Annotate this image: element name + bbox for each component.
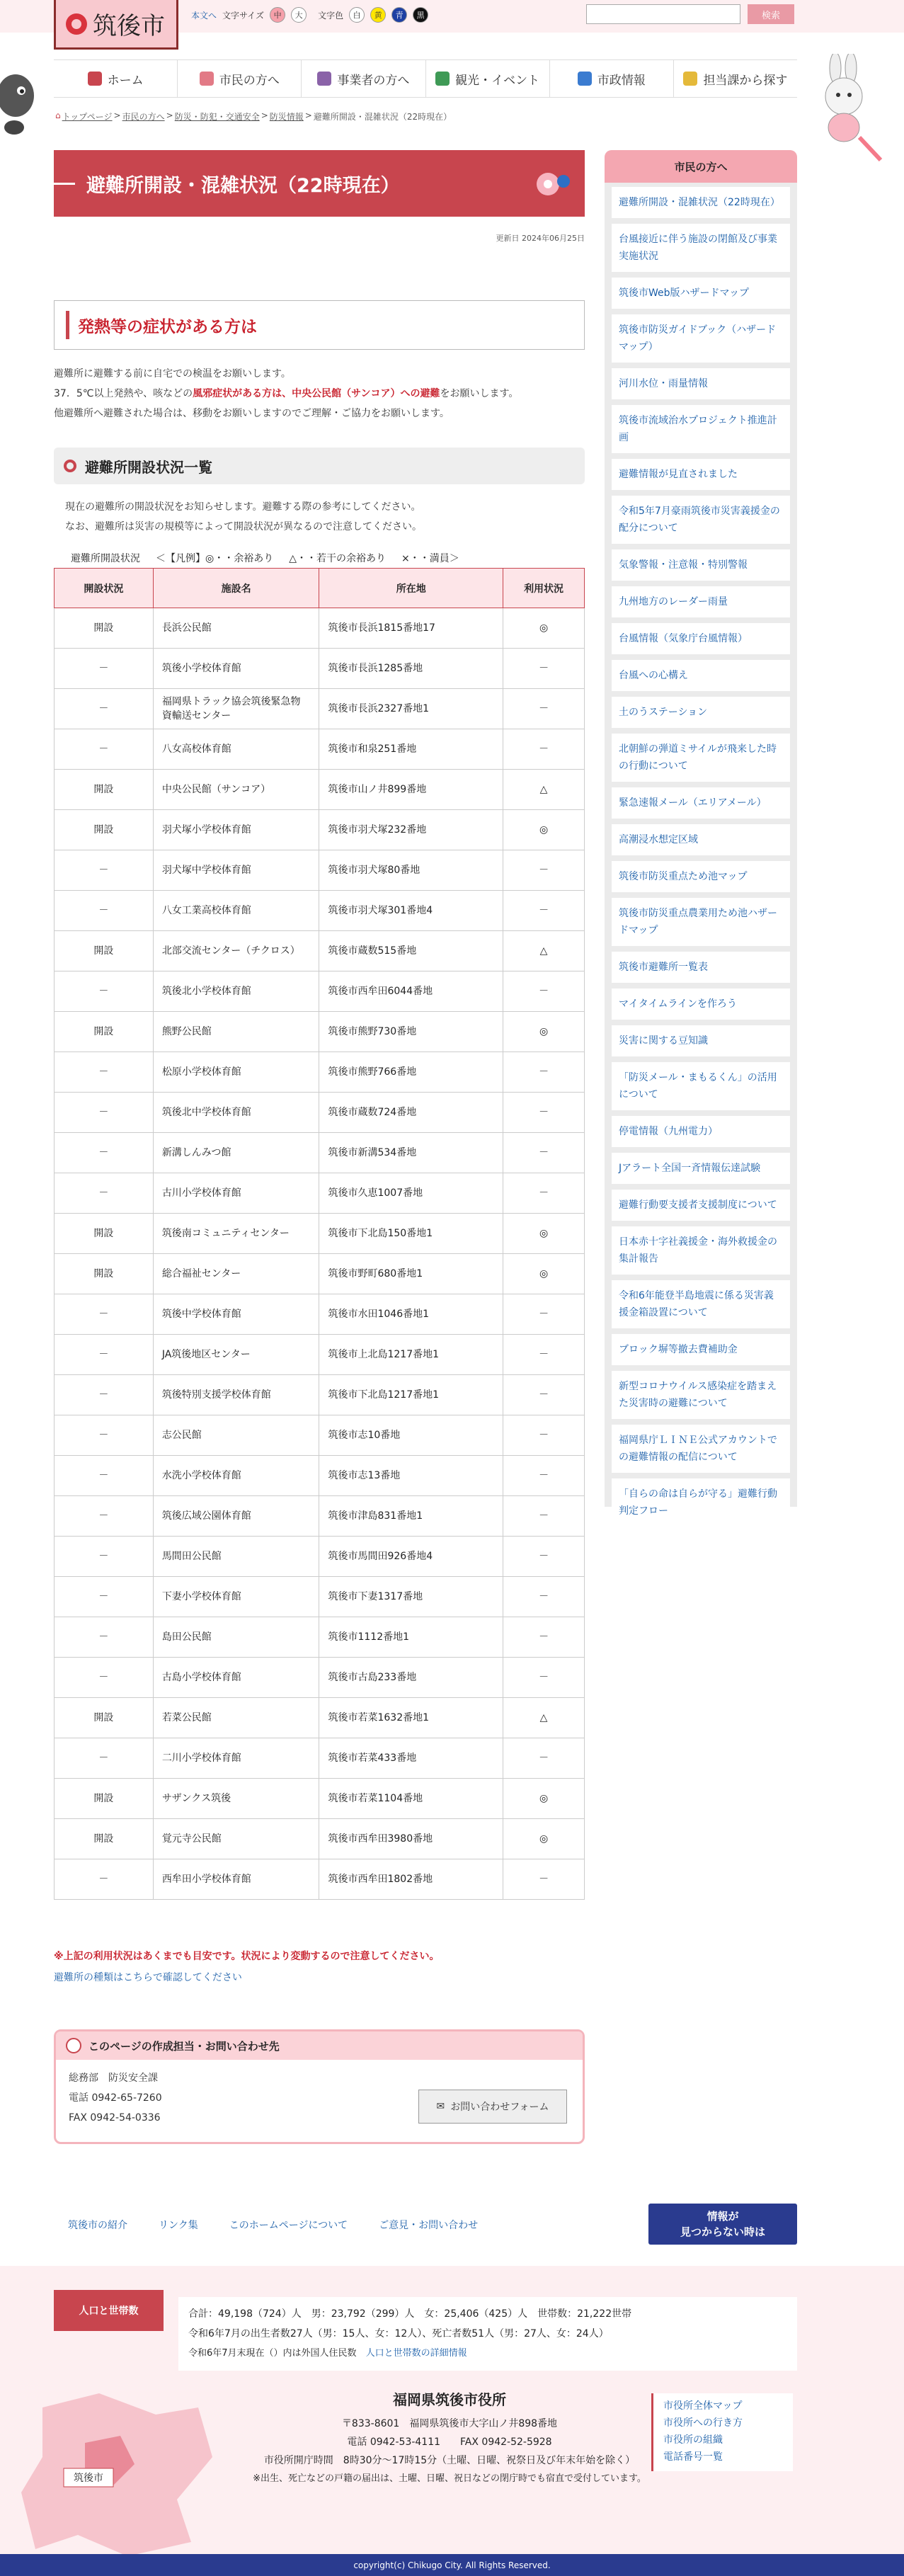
- contact-header: [56, 2031, 583, 2060]
- address-cell: 筑後市下北島1217番地1: [319, 1375, 503, 1415]
- color-black-button[interactable]: 黒: [413, 7, 428, 23]
- copyright: copyright(c) Chikugo City. All Rights Reserved.: [0, 2554, 904, 2576]
- table-row: [55, 931, 585, 971]
- address-cell: 筑後市1112番地1: [319, 1617, 503, 1658]
- sidebar-item[interactable]: 筑後市防災重点ため池マップ: [612, 861, 790, 892]
- table-row: [55, 1173, 585, 1214]
- usage-status-cell: －: [503, 1577, 585, 1617]
- open-status-cell: －: [55, 1173, 154, 1214]
- ring-icon: [64, 460, 76, 472]
- open-status-cell: 開設: [55, 810, 154, 850]
- address-cell: 筑後市下北島150番地1: [319, 1214, 503, 1254]
- open-status-cell: －: [55, 1294, 154, 1335]
- sidebar-item[interactable]: 避難情報が見直されました: [612, 459, 790, 490]
- usage-status-cell: △: [503, 931, 585, 971]
- address-cell: 筑後市若菜433番地: [319, 1738, 503, 1779]
- sidebar-item[interactable]: 令和5年7月豪雨筑後市災害義援金の配分について: [612, 496, 790, 544]
- facility-name-cell: 筑後北小学校体育館: [153, 971, 319, 1012]
- address-cell: 筑後市野町680番地1: [319, 1254, 503, 1294]
- facility-name-cell: 筑後特別支援学校体育館: [153, 1375, 319, 1415]
- sidebar-item[interactable]: 筑後市流域治水プロジェクト推進計画: [612, 405, 790, 453]
- phone-icon: [66, 2038, 81, 2053]
- city-emblem-icon: [66, 13, 87, 35]
- sidebar-item[interactable]: マイタイムラインを作ろう: [612, 988, 790, 1020]
- table-row: [55, 1456, 585, 1496]
- table-row: [55, 1698, 585, 1738]
- facility-name-cell: 新溝しんみつ館: [153, 1133, 319, 1173]
- facility-name-cell: 若菜公民館: [153, 1698, 319, 1738]
- address-cell: 筑後市新溝534番地: [319, 1133, 503, 1173]
- open-status-cell: 開設: [55, 1779, 154, 1819]
- circle-icon: [578, 72, 592, 86]
- open-status-cell: －: [55, 1375, 154, 1415]
- usage-status-cell: －: [503, 1456, 585, 1496]
- open-status-cell: －: [55, 891, 154, 931]
- usage-status-cell: －: [503, 1093, 585, 1133]
- font-size-large-button[interactable]: 大: [291, 7, 307, 23]
- population-label: 人口と世帯数: [54, 2290, 164, 2331]
- shelter-list-heading-box: [54, 448, 585, 484]
- usage-status-cell: －: [503, 850, 585, 891]
- building-icon: [683, 72, 697, 86]
- address-cell: 筑後市古島233番地: [319, 1658, 503, 1698]
- open-status-cell: 開設: [55, 1214, 154, 1254]
- text-color-label: 文字色: [318, 10, 344, 21]
- fever-line: 他避難所へ避難された場合は、移動をお願いしますのでご理解・ご協力をお願いします。: [54, 408, 450, 419]
- fever-line: 37．5℃以上発熱や、咳などの風邪症状がある方は、中央公民館（サンコア）への避難をお願いします。: [54, 388, 519, 399]
- breadcrumb-current: 避難所開設・混雑状況（22時現在）: [313, 112, 452, 122]
- facility-name-cell: 筑後南コミュニティセンター: [153, 1214, 319, 1254]
- open-status-cell: 開設: [55, 770, 154, 810]
- color-yellow-button[interactable]: 黄: [370, 7, 386, 23]
- column-header: 利用状況: [503, 569, 585, 608]
- facility-name-cell: 古島小学校体育館: [153, 1658, 319, 1698]
- table-row: [55, 770, 585, 810]
- sidebar-item[interactable]: 気象警報・注意報・特別警報: [612, 549, 790, 581]
- home-icon: [88, 72, 102, 86]
- usage-status-cell: －: [503, 689, 585, 729]
- footer-links: [68, 2218, 478, 2232]
- table-row: [55, 1658, 585, 1698]
- usage-status-cell: ◎: [503, 810, 585, 850]
- skip-to-main-link[interactable]: 本文へ: [191, 10, 217, 21]
- usage-status-cell: －: [503, 1738, 585, 1779]
- office-hours-note: ※出生、死亡などの戸籍の届出は、土曜、日曜、祝日などの閉庁時でも宿直で受付しています。: [253, 2473, 646, 2484]
- table-row: [55, 810, 585, 850]
- office-links: [651, 2393, 793, 2471]
- facility-name-cell: 筑後広域公園体育館: [153, 1496, 319, 1537]
- nav-home[interactable]: ホーム: [54, 60, 178, 97]
- open-status-cell: －: [55, 971, 154, 1012]
- address-cell: 筑後市西牟田1802番地: [319, 1859, 503, 1900]
- contact-box: [54, 2029, 585, 2144]
- usage-status-cell: －: [503, 1617, 585, 1658]
- heart-icon: [435, 72, 450, 86]
- open-status-cell: －: [55, 1456, 154, 1496]
- facility-name-cell: 島田公民館: [153, 1617, 319, 1658]
- open-status-cell: 開設: [55, 1012, 154, 1052]
- sidebar-item[interactable]: 九州地方のレーダー雨量: [612, 586, 790, 617]
- flower-icon: [530, 167, 572, 200]
- breadcrumb: ⌂ トップページ > 市民の方へ > 防災・防犯・交通安全 > 防災情報 > 避難所開設・混雑状況（22時現在）: [55, 110, 452, 122]
- color-white-button[interactable]: 白: [349, 7, 365, 23]
- open-status-cell: －: [55, 850, 154, 891]
- open-status-cell: 開設: [55, 1254, 154, 1294]
- footer-link[interactable]: ご意見・お問い合わせ: [379, 2220, 479, 2231]
- facility-name-cell: 羽犬塚小学校体育館: [153, 810, 319, 850]
- facility-name-cell: 筑後小学校体育館: [153, 649, 319, 689]
- address-cell: 筑後市志13番地: [319, 1456, 503, 1496]
- office-phone: 電話 0942-53-4111 FAX 0942-52-5928: [347, 2437, 552, 2448]
- office-name: 福岡県筑後市役所: [393, 2391, 506, 2408]
- column-header: 所在地: [319, 569, 503, 608]
- nav-city-info[interactable]: 市政情報: [550, 60, 674, 97]
- population-box: [178, 2297, 797, 2371]
- usage-status-cell: －: [503, 1294, 585, 1335]
- sidebar-item[interactable]: 台風情報（気象庁台風情報）: [612, 623, 790, 654]
- footer-link[interactable]: このホームページについて: [229, 2220, 348, 2231]
- table-row: [55, 1738, 585, 1779]
- address-cell: 筑後市蔵数724番地: [319, 1093, 503, 1133]
- facility-name-cell: 古川小学校体育館: [153, 1173, 319, 1214]
- mail-icon: ✉: [436, 2101, 445, 2112]
- global-nav: [54, 59, 797, 98]
- facility-name-cell: 熊野公民館: [153, 1012, 319, 1052]
- address-cell: 筑後市上北島1217番地1: [319, 1335, 503, 1375]
- fever-heading: 発熱等の症状がある方は: [78, 317, 257, 336]
- breadcrumb-link[interactable]: 防災・防犯・交通安全: [174, 112, 260, 122]
- shelter-notice: 現在の避難所の開設状況をお知らせします。避難する際の参考にしてください。 なお、避難所は災害の規模等によって開設状況が異なるので注意してください。: [65, 501, 422, 532]
- address-cell: 筑後市水田1046番地1: [319, 1294, 503, 1335]
- table-row: [55, 1375, 585, 1415]
- breadcrumb-link[interactable]: トップページ: [62, 112, 113, 122]
- table-row: [55, 1779, 585, 1819]
- usage-status-cell: －: [503, 1375, 585, 1415]
- address-cell: 筑後市長浜1285番地: [319, 649, 503, 689]
- population-text: 合計：49,198（724）人 男：23,792（299）人 女：25,406（425）人 世帯数：21,222世帯: [188, 2308, 632, 2320]
- usage-status-cell: －: [503, 971, 585, 1012]
- font-size-label: 文字サイズ: [222, 10, 265, 21]
- color-blue-button[interactable]: 青: [391, 7, 407, 23]
- table-row: [55, 1617, 585, 1658]
- sidebar-item[interactable]: 停電情報（九州電力）: [612, 1116, 790, 1147]
- facility-name-cell: 水洗小学校体育館: [153, 1456, 319, 1496]
- usage-status-cell: －: [503, 1415, 585, 1456]
- table-row: [55, 1335, 585, 1375]
- open-status-cell: 開設: [55, 608, 154, 649]
- footer-link[interactable]: 筑後市の紹介: [68, 2220, 127, 2231]
- sidebar-item[interactable]: 筑後市防災重点農業用ため池ハザードマップ: [612, 898, 790, 946]
- facility-name-cell: 馬間田公民館: [153, 1537, 319, 1577]
- briefcase-icon: [317, 72, 331, 86]
- office-link[interactable]: 市役所への行き方: [663, 2417, 743, 2429]
- open-status-cell: －: [55, 1415, 154, 1456]
- sidebar-item[interactable]: 「防災メール・まもるくん」の活用について: [612, 1062, 790, 1110]
- usage-status-cell: ◎: [503, 1012, 585, 1052]
- usage-status-cell: －: [503, 1537, 585, 1577]
- usage-status-cell: ◎: [503, 1779, 585, 1819]
- usage-status-cell: △: [503, 1698, 585, 1738]
- sidebar-item[interactable]: 河川水位・雨量情報: [612, 368, 790, 399]
- map-label: 筑後市: [74, 2473, 103, 2484]
- table-row: [55, 689, 585, 729]
- facility-name-cell: 福岡県トラック協会筑後緊急物資輸送センター: [153, 689, 319, 729]
- usage-status-cell: －: [503, 729, 585, 770]
- facility-name-cell: 八女工業高校体育館: [153, 891, 319, 931]
- fever-heading-box: [54, 300, 585, 350]
- usage-status-cell: －: [503, 1496, 585, 1537]
- table-row: [55, 1254, 585, 1294]
- table-row: [55, 1819, 585, 1859]
- facility-name-cell: 筑後中学校体育館: [153, 1294, 319, 1335]
- updated-date: 更新日 2024年06月25日: [496, 234, 585, 243]
- not-found-button[interactable]: 情報が 見つからない時は: [648, 2204, 797, 2245]
- sidebar-item[interactable]: 避難行動要支援者支援制度について: [612, 1190, 790, 1221]
- sidebar-item[interactable]: Jアラート全国一斉情報伝達試験: [612, 1153, 790, 1184]
- address-cell: 筑後市馬間田926番地4: [319, 1537, 503, 1577]
- mascot-left-icon: [0, 57, 42, 142]
- utility-links: [191, 7, 428, 23]
- address-cell: 筑後市和泉251番地: [319, 729, 503, 770]
- usage-status-cell: －: [503, 649, 585, 689]
- open-status-cell: －: [55, 729, 154, 770]
- nav-tourism[interactable]: 観光・イベント: [426, 60, 550, 97]
- table-row: [55, 1537, 585, 1577]
- facility-name-cell: 西牟田小学校体育館: [153, 1859, 319, 1900]
- usage-status-cell: －: [503, 1173, 585, 1214]
- open-status-cell: －: [55, 1496, 154, 1537]
- open-status-cell: －: [55, 1052, 154, 1093]
- open-status-cell: 開設: [55, 931, 154, 971]
- contact-fax: FAX 0942-54-0336: [69, 2112, 161, 2124]
- address-cell: 筑後市蔵数515番地: [319, 931, 503, 971]
- search-input[interactable]: [586, 4, 740, 24]
- contact-tel: 電話 0942-65-7260: [69, 2092, 162, 2104]
- facility-name-cell: 二川小学校体育館: [153, 1738, 319, 1779]
- table-row: [55, 649, 585, 689]
- mascot-right-icon: [807, 54, 885, 167]
- population-detail-link[interactable]: 人口と世帯数の詳細情報: [365, 2348, 467, 2359]
- facility-name-cell: 八女高校体育館: [153, 729, 319, 770]
- title-bar: [54, 150, 585, 217]
- sidebar-item[interactable]: 令和6年能登半島地震に係る災害義援金箱設置について: [612, 1280, 790, 1328]
- table-row: [55, 891, 585, 931]
- usage-status-cell: －: [503, 1133, 585, 1173]
- open-status-cell: －: [55, 1859, 154, 1900]
- site-logo[interactable]: [54, 0, 178, 50]
- address-cell: 筑後市志10番地: [319, 1415, 503, 1456]
- open-status-cell: －: [55, 1133, 154, 1173]
- table-row: [55, 850, 585, 891]
- table-row: [55, 729, 585, 770]
- nav-departments[interactable]: 担当課から探す: [674, 60, 797, 97]
- facility-name-cell: 志公民館: [153, 1415, 319, 1456]
- address-cell: 筑後市津島831番地1: [319, 1496, 503, 1537]
- home-icon: ⌂: [55, 110, 61, 120]
- births-text: 令和6年7月の出生者数27人（男：15人、女：12人）、死亡者数51人（男：27人、女：24人）: [188, 2328, 609, 2340]
- address-cell: 筑後市西牟田6044番地: [319, 971, 503, 1012]
- address-cell: 筑後市下妻1317番地: [319, 1577, 503, 1617]
- address-cell: 筑後市西牟田3980番地: [319, 1819, 503, 1859]
- address-cell: 筑後市羽犬塚232番地: [319, 810, 503, 850]
- table-row: [55, 971, 585, 1012]
- facility-name-cell: 中央公民館（サンコア）: [153, 770, 319, 810]
- sidebar-item[interactable]: 災害に関する豆知識: [612, 1025, 790, 1056]
- usage-status-cell: －: [503, 1052, 585, 1093]
- sidebar-item[interactable]: 筑後市避難所一覧表: [612, 952, 790, 983]
- nav-citizens[interactable]: 市民の方へ: [178, 60, 302, 97]
- sidebar-list: [605, 183, 797, 1537]
- open-status-cell: 開設: [55, 1698, 154, 1738]
- usage-status-cell: －: [503, 1658, 585, 1698]
- sidebar-item[interactable]: 北朝鮮の弾道ミサイルが飛来した時の行動について: [612, 734, 790, 782]
- sidebar-item[interactable]: 台風への心構え: [612, 660, 790, 691]
- city-name: 筑後市: [93, 12, 165, 40]
- open-status-cell: 開設: [55, 1819, 154, 1859]
- sidebar-item[interactable]: ブロック塀等撤去費補助金: [612, 1334, 790, 1365]
- office-hours: 市役所開庁時間 8時30分～17時15分（土曜、日曜、祝祭日及び年末年始を除く）: [263, 2455, 636, 2466]
- table-row: [55, 1093, 585, 1133]
- facility-name-cell: 覚元寺公民館: [153, 1819, 319, 1859]
- office-link[interactable]: 市役所全体マップ: [663, 2400, 743, 2412]
- facility-name-cell: 北部交流センター（チクロス）: [153, 931, 319, 971]
- breadcrumb-link[interactable]: 市民の方へ: [122, 112, 165, 122]
- sidebar-item[interactable]: 筑後市Web版ハザードマップ: [612, 278, 790, 309]
- usage-status-cell: －: [503, 1335, 585, 1375]
- table-row: [55, 608, 585, 649]
- footer-link[interactable]: リンク集: [159, 2220, 198, 2231]
- table-row: [55, 1133, 585, 1173]
- sidebar-item[interactable]: 高潮浸水想定区域: [612, 824, 790, 855]
- usage-status-cell: －: [503, 1859, 585, 1900]
- sidebar-item[interactable]: 台風接近に伴う施設の閉館及び事業実施状況: [612, 224, 790, 272]
- table-row: [55, 1294, 585, 1335]
- address-cell: 筑後市若菜1632番地1: [319, 1698, 503, 1738]
- sidebar-item[interactable]: 筑後市防災ガイドブック（ハザードマップ）: [612, 314, 790, 363]
- population-note: 令和6年7月末現在（）内は外国人住民数: [188, 2348, 357, 2359]
- open-status-cell: －: [55, 689, 154, 729]
- open-status-cell: －: [55, 1738, 154, 1779]
- open-status-cell: －: [55, 1658, 154, 1698]
- search-button[interactable]: 検索: [748, 4, 794, 24]
- shelter-table: [54, 568, 585, 1900]
- fever-text: [54, 364, 599, 423]
- office-info: [177, 2390, 722, 2488]
- sidebar-item[interactable]: 「自らの命は自らが守る」避難行動判定フロー: [612, 1478, 790, 1527]
- facility-name-cell: 総合福祉センター: [153, 1254, 319, 1294]
- table-row: [55, 1052, 585, 1093]
- footer-area: [0, 2266, 904, 2576]
- office-link[interactable]: 市役所の組織: [663, 2434, 723, 2446]
- open-status-cell: －: [55, 649, 154, 689]
- open-status-cell: －: [55, 1617, 154, 1658]
- facility-name-cell: サザンクス筑後: [153, 1779, 319, 1819]
- address-cell: 筑後市熊野766番地: [319, 1052, 503, 1093]
- usage-note: ※上記の利用状況はあくまでも目安です。状況により変動するので注意してください。: [54, 1951, 440, 1962]
- usage-status-cell: －: [503, 891, 585, 931]
- address-cell: 筑後市山ノ井899番地: [319, 770, 503, 810]
- sidebar-title: 市民の方へ: [605, 150, 797, 183]
- address-cell: 筑後市熊野730番地: [319, 1012, 503, 1052]
- inquiry-form-button[interactable]: ✉ お問い合わせフォーム: [418, 2090, 567, 2124]
- address-cell: 筑後市羽犬塚80番地: [319, 850, 503, 891]
- usage-status-cell: ◎: [503, 1254, 585, 1294]
- sidebar: [605, 150, 797, 1517]
- contact-dept: 総務部 防災安全課: [69, 2073, 158, 2084]
- column-header: 施設名: [153, 569, 319, 608]
- office-address: 〒833-8601 福岡県筑後市大字山ノ井898番地: [341, 2418, 558, 2429]
- office-link[interactable]: 電話番号一覧: [663, 2451, 723, 2463]
- shelter-type-link[interactable]: 避難所の種類はこちらで確認してください: [54, 1972, 242, 1983]
- open-status-cell: －: [55, 1577, 154, 1617]
- facility-name-cell: 長浜公民館: [153, 608, 319, 649]
- facility-name-cell: 下妻小学校体育館: [153, 1577, 319, 1617]
- table-row: [55, 1012, 585, 1052]
- usage-status-cell: ◎: [503, 608, 585, 649]
- sidebar-item[interactable]: 福岡県庁ＬＩＮＥ公式アカウントでの避難情報の配信について: [612, 1425, 790, 1473]
- breadcrumb-link[interactable]: 防災情報: [269, 112, 304, 122]
- sidebar-item[interactable]: 緊急速報メール（エリアメール）: [612, 787, 790, 819]
- usage-status-cell: △: [503, 770, 585, 810]
- sidebar-item[interactable]: 日本赤十字社義援金・海外救援金の集計報告: [612, 1226, 790, 1275]
- shelter-list-heading: 避難所開設状況一覧: [85, 458, 212, 476]
- facility-name-cell: 羽犬塚中学校体育館: [153, 850, 319, 891]
- sidebar-item[interactable]: 新型コロナウイルス感染症を踏まえた災害時の避難について: [612, 1371, 790, 1419]
- page-title: 避難所開設・混雑状況（22時現在）: [86, 174, 400, 197]
- address-cell: 筑後市長浜2327番地1: [319, 689, 503, 729]
- address-cell: 筑後市長浜1815番地17: [319, 608, 503, 649]
- sidebar-item[interactable]: 避難所開設・混雑状況（22時現在）: [612, 187, 790, 218]
- facility-name-cell: 松原小学校体育館: [153, 1052, 319, 1093]
- column-header: 開設状況: [55, 569, 154, 608]
- table-legend: 避難所開設状況 ＜【凡例】◎・・余裕あり △・・若干の余裕あり ×・・満員＞: [71, 553, 459, 564]
- table-row: [55, 1415, 585, 1456]
- address-cell: 筑後市久恵1007番地: [319, 1173, 503, 1214]
- table-row: [55, 1859, 585, 1900]
- sidebar-item[interactable]: 土のうステーション: [612, 697, 790, 728]
- address-cell: 筑後市羽犬塚301番地4: [319, 891, 503, 931]
- table-row: [55, 1577, 585, 1617]
- font-size-medium-button[interactable]: 中: [270, 7, 285, 23]
- open-status-cell: －: [55, 1093, 154, 1133]
- usage-status-cell: ◎: [503, 1819, 585, 1859]
- table-row: [55, 1496, 585, 1537]
- fever-line: 避難所に避難する前に自宅での検温をお願いします。: [54, 368, 291, 380]
- usage-status-cell: ◎: [503, 1214, 585, 1254]
- facility-name-cell: JA筑後地区センター: [153, 1335, 319, 1375]
- open-status-cell: －: [55, 1335, 154, 1375]
- contact-title: このページの作成担当・お問い合わせ先: [88, 2039, 280, 2053]
- address-cell: 筑後市若菜1104番地: [319, 1779, 503, 1819]
- people-icon: [200, 72, 214, 86]
- facility-name-cell: 筑後北中学校体育館: [153, 1093, 319, 1133]
- table-row: [55, 1214, 585, 1254]
- nav-business[interactable]: 事業者の方へ: [302, 60, 425, 97]
- open-status-cell: －: [55, 1537, 154, 1577]
